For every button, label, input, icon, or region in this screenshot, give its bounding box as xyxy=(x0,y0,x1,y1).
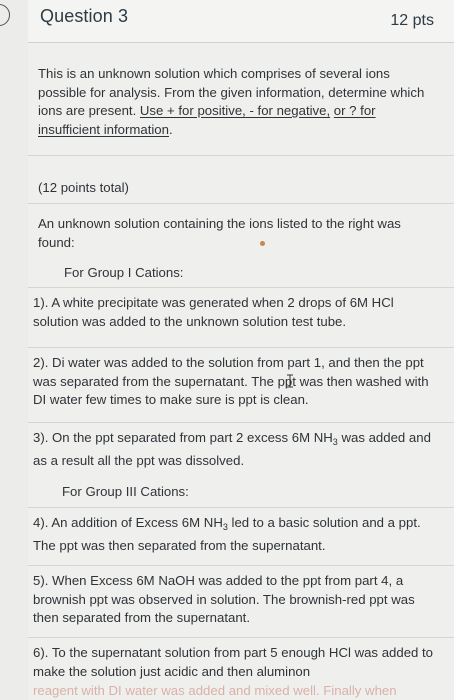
flag-question-icon[interactable] xyxy=(0,4,10,26)
question-header xyxy=(28,0,454,43)
step-4-text-a: 4). An addition of Excess 6M NH xyxy=(33,515,223,530)
instruction-negative: - for negative, xyxy=(245,103,331,118)
step-6-cutoff-text: reagent with DI water was added and mixed well. Finally when xyxy=(33,683,397,698)
section-divider xyxy=(28,347,454,348)
section-divider xyxy=(28,203,454,204)
section-divider xyxy=(28,422,454,423)
step-3 xyxy=(33,429,438,470)
step-5: 5). When Excess 6M NaOH was added to the ppt from part 4, a brownish ppt was observed in solution. The brownish-red ppt was then separated from the supernatant. xyxy=(33,573,415,625)
description: An unknown solution containing the ions listed to the right was found: xyxy=(38,216,401,250)
intro-period: . xyxy=(168,121,173,137)
step-3-text-a: 3). On the ppt separated from part 2 excess 6M NH xyxy=(33,430,333,445)
intro-paragraph xyxy=(38,65,428,139)
instruction-positive: Use + for positive, xyxy=(139,103,246,118)
step-4 xyxy=(33,514,438,555)
question-body xyxy=(28,43,454,700)
intro-text: This is an unknown solution which comprises of several ions possible for analysis. From the given information, determine which ions are present. xyxy=(38,66,425,118)
section-divider xyxy=(28,507,454,508)
group1-heading: For Group I Cations: xyxy=(64,265,184,280)
section-divider xyxy=(28,287,454,288)
points-total: (12 points total) xyxy=(38,180,129,195)
question-title: Question 3 xyxy=(40,6,129,26)
step-4-subscript: 3 xyxy=(222,522,228,532)
step-2: 2). Di water was added to the solution from part 1, and then the ppt was separated from the supernatant. The ppt was then washed with DI water few times to make sure is ppt is clean. xyxy=(33,355,429,407)
instruction-insufficient: or ? for insufficient information xyxy=(38,103,376,137)
step-3-subscript: 3 xyxy=(332,437,338,447)
section-divider xyxy=(28,155,454,156)
step-1: 1). A white precipitate was generated when 2 drops of 6M HCl solution was added to the unknown solution test tube. xyxy=(33,295,394,329)
step-3-text-b: was added and as a result all the ppt was dissolved. xyxy=(33,430,431,468)
left-rail xyxy=(0,0,28,700)
step-4-text-b: led to a basic solution and a ppt. The ppt was then separated from the supernatant. xyxy=(33,515,421,553)
section-divider xyxy=(28,565,454,566)
question-points: 12 pts xyxy=(390,12,434,29)
group3-heading: For Group III Cations: xyxy=(62,484,189,499)
section-divider xyxy=(28,637,454,638)
step-6: 6). To the supernatant solution from part 5 enough HCl was added to make the solution just acidic and then aluminon xyxy=(33,645,434,679)
